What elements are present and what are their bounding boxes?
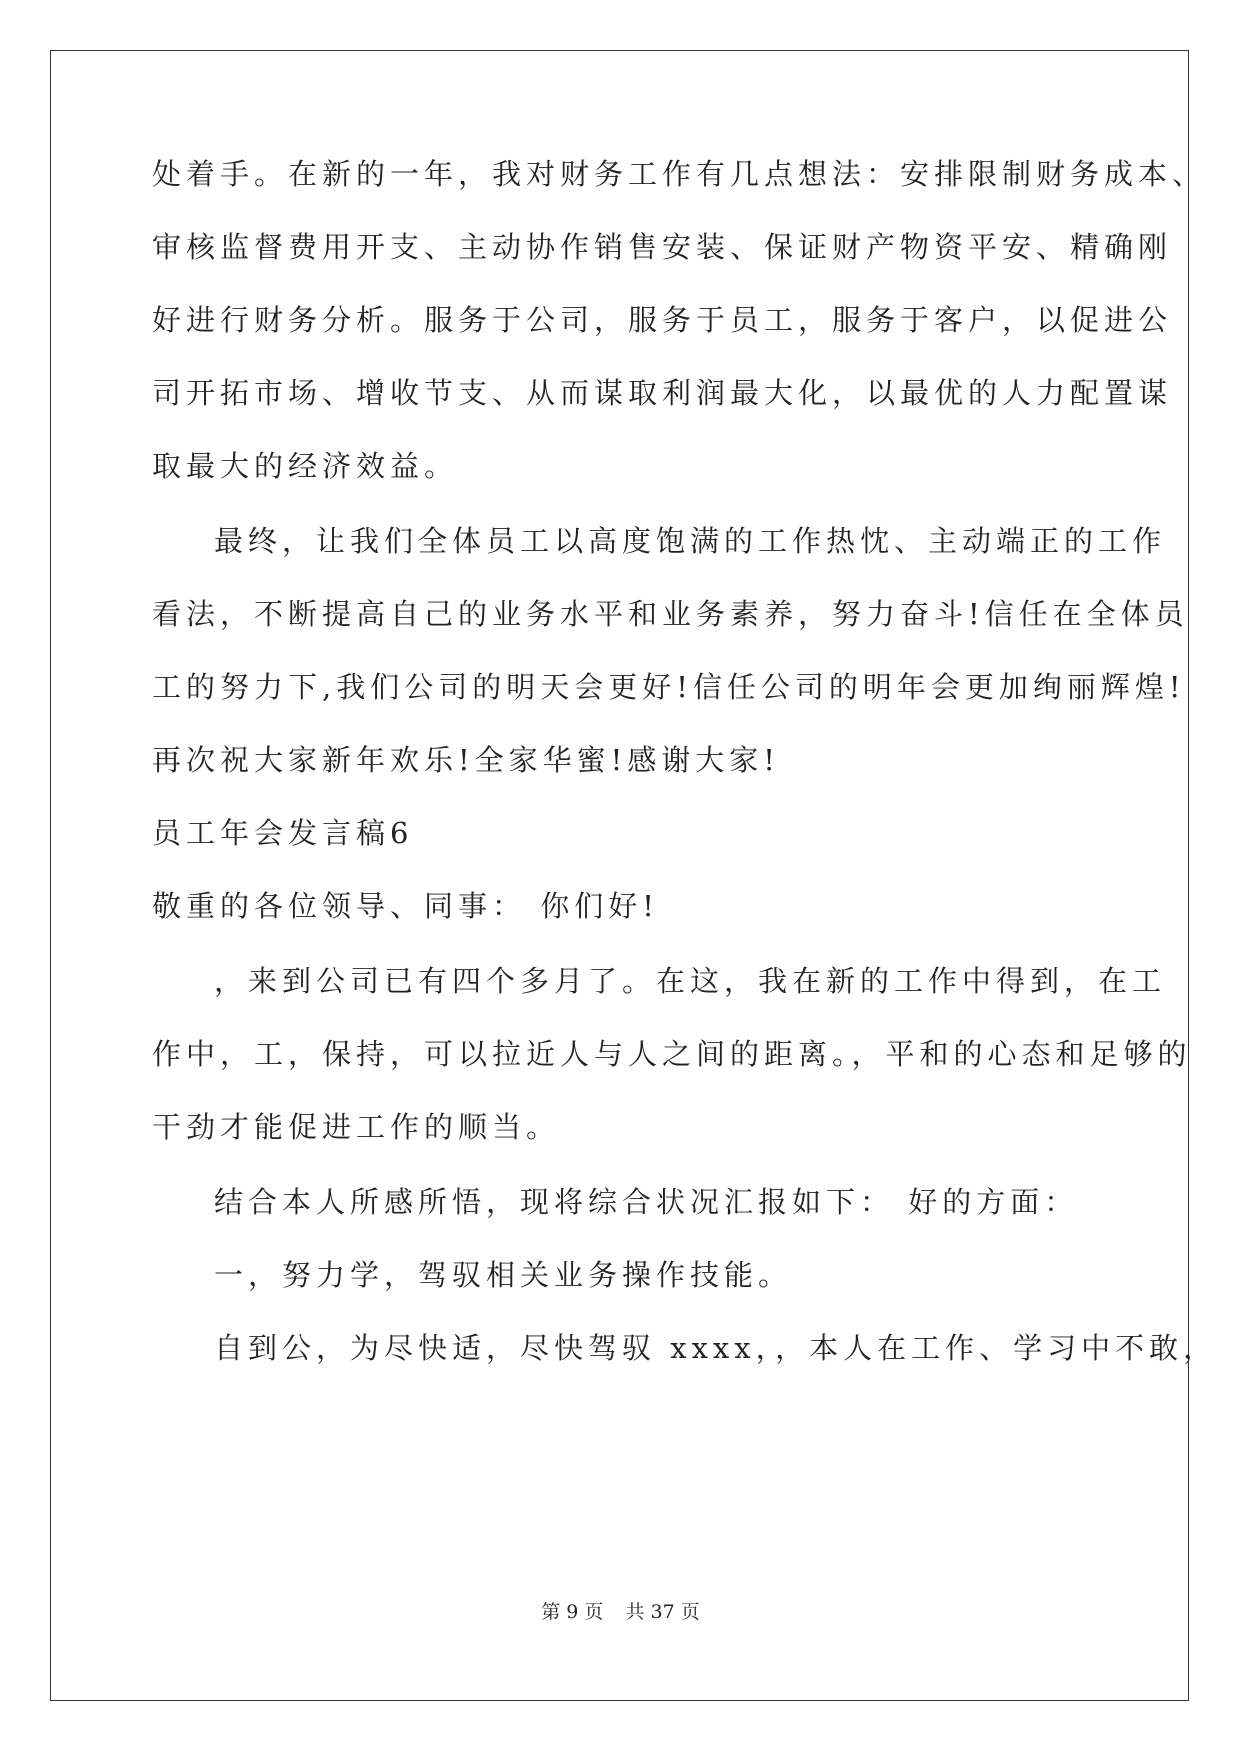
text-line: 结合本人所感所悟，现将综合状况汇报如下： 好的方面：: [214, 1185, 1079, 1219]
page-number: 第 9 页: [541, 1601, 604, 1623]
text-line: 再次祝大家新年欢乐!全家华蜜!感谢大家!: [152, 743, 780, 777]
text-line: 作中，工，保持，可以拉近人与人之间的距离。，平和的心态和足够的: [152, 1037, 1192, 1071]
text-line: 一，努力学，驾驭相关业务操作技能。: [214, 1258, 793, 1292]
text-line: 好进行财务分析。服务于公司，服务于员工，服务于客户，以促进公: [152, 303, 1173, 337]
text-line: 取最大的经济效益。: [152, 449, 459, 483]
page-footer: [0, 1600, 1241, 1624]
text-line: ，来到公司已有四个多月了。在这，我在新的工作中得到，在工: [214, 964, 1167, 998]
text-line: 看法，不断提高自己的业务水平和业务素养，努力奋斗!信任在全体员: [152, 597, 1189, 631]
text-line: 最终，让我们全体员工以高度饱满的工作热忱、主动端正的工作: [214, 524, 1167, 558]
text-line: 审核监督费用开支、主动协作销售安装、保证财产物资平安、精确刚: [152, 230, 1173, 264]
page-frame: [50, 50, 1189, 1701]
text-line: 司开拓市场、增收节支、从而谋取利润最大化，以最优的人力配置谋: [152, 376, 1173, 410]
text-line: 干劲才能促进工作的顺当。: [152, 1110, 561, 1144]
text-line: 工的努力下,我们公司的明天会更好!信任公司的明年会更加绚丽辉煌!: [152, 670, 1186, 704]
page-total: 共 37 页: [625, 1601, 700, 1623]
salutation: 敬重的各位领导、同事： 你们好!: [152, 889, 659, 923]
text-line: 处着手。在新的一年，我对财务工作有几点想法：安排限制财务成本、: [152, 157, 1207, 191]
section-heading: 员工年会发言稿6: [152, 816, 414, 850]
text-line: 自到公，为尽快适，尽快驾驭 xxxx，，本人在工作、学习中不敢，: [214, 1331, 1218, 1365]
